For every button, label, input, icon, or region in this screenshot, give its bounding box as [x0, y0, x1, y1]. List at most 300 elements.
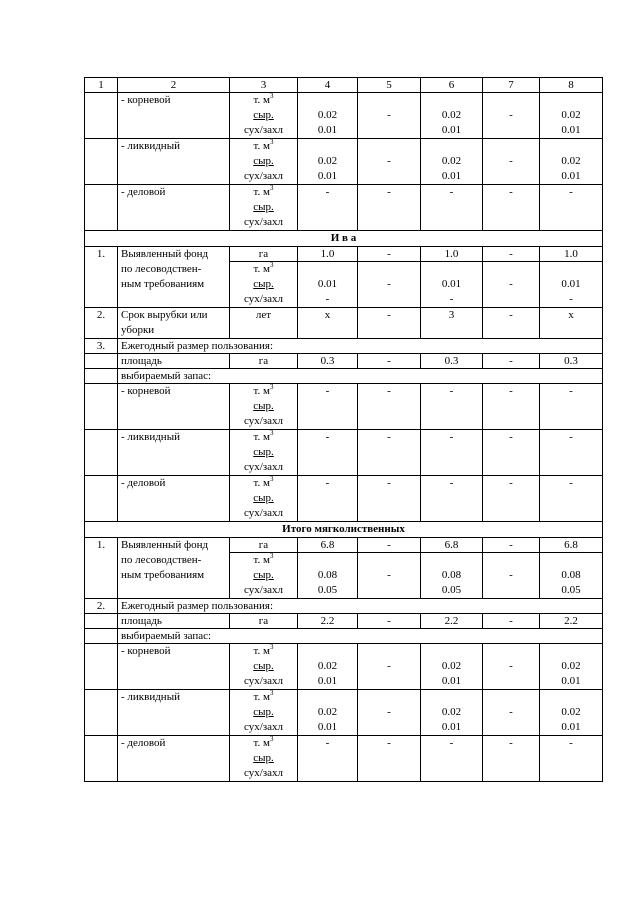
value-dash: - [509, 385, 513, 397]
value-cell [298, 553, 358, 599]
volume-row [85, 430, 603, 476]
value-cell: 1.0 [421, 247, 483, 262]
unit-volume-exp: 3 [269, 383, 274, 391]
value-cell: 1.0 [298, 247, 358, 262]
value-cell [483, 430, 540, 476]
value-raw: 0.02 [561, 155, 581, 167]
unit-raw: сыр. [253, 660, 274, 672]
data-row [85, 308, 603, 339]
value-cell: 6.8 [540, 538, 603, 553]
blank-line [486, 644, 536, 659]
value-cell [483, 185, 540, 231]
value-dash: - [325, 737, 330, 749]
value-cell: - [483, 538, 540, 553]
row-name-line: по лесоводствен- [121, 554, 202, 566]
value-cell [421, 553, 483, 599]
value-dry: - [569, 293, 573, 305]
row-number [85, 354, 118, 369]
value-dash: - [569, 186, 573, 198]
unit-cell [230, 430, 298, 476]
unit-cell [230, 139, 298, 185]
value-cell [483, 553, 540, 599]
value-dry: 0.01 [441, 721, 462, 733]
value-cell [421, 93, 483, 139]
value-dash: - [569, 737, 573, 749]
value-dash: - [509, 477, 513, 489]
header-cell: 1 [85, 78, 118, 93]
unit-volume-main: т. м [253, 140, 270, 152]
unit-volume [233, 139, 294, 154]
unit-cell: га [230, 247, 298, 262]
value-dash: - [509, 278, 513, 290]
value-cell [483, 644, 540, 690]
value-cell [298, 185, 358, 231]
value-dry: 0.05 [561, 584, 581, 596]
blank-line [361, 644, 417, 659]
value-cell [540, 553, 603, 599]
value-cell [358, 476, 421, 522]
section-title: И в а [85, 231, 603, 247]
unit-volume-main: т. м [253, 431, 270, 443]
unit-dry: сух/захл [243, 461, 283, 473]
value-cell: 6.8 [298, 538, 358, 553]
unit-dry: сух/захл [243, 293, 283, 305]
row-name-line: ным требованиям [121, 569, 205, 581]
value-dash: - [449, 186, 454, 198]
blank-line [361, 93, 417, 108]
unit-volume-main: т. м [253, 263, 270, 275]
blank-line [486, 553, 536, 568]
row-name: площадь [118, 354, 230, 369]
value-dash: - [387, 109, 391, 121]
unit-raw: сыр. [253, 278, 274, 290]
unit-volume-exp: 3 [269, 92, 274, 100]
value-dash: - [387, 569, 391, 581]
table-body [85, 78, 603, 782]
value-cell [358, 644, 421, 690]
value-dry: 0.01 [441, 124, 462, 136]
row-name-line: Выявленный фонд [121, 539, 209, 551]
value-dash: - [387, 660, 391, 672]
value-cell [540, 476, 603, 522]
unit-raw: сыр. [253, 492, 274, 504]
row-name: - корневой [118, 384, 230, 430]
value-dash: - [387, 155, 391, 167]
unit-cell: га [230, 538, 298, 553]
value-raw: 0.01 [561, 278, 581, 290]
value-dash: - [387, 737, 391, 749]
row-number [85, 476, 118, 522]
value-cell: - [358, 538, 421, 553]
header-cell: 2 [118, 78, 230, 93]
value-dash: - [509, 431, 513, 443]
row-number: 1. [85, 538, 118, 599]
value-dry: 0.01 [561, 721, 581, 733]
fund-row-area [85, 538, 603, 553]
unit-volume [233, 430, 294, 445]
row-number: 2. [85, 308, 118, 339]
value-cell: 2.2 [298, 614, 358, 629]
value-raw: 0.02 [561, 660, 581, 672]
span-row [85, 339, 603, 354]
value-cell [298, 93, 358, 139]
row-number [85, 629, 118, 644]
value-dash: - [509, 660, 513, 672]
value-cell: 0.3 [421, 354, 483, 369]
value-cell [540, 736, 603, 782]
volume-row [85, 93, 603, 139]
value-dash: - [325, 431, 330, 443]
section-row [85, 522, 603, 538]
unit-volume-exp: 3 [269, 184, 274, 192]
value-cell [540, 93, 603, 139]
unit-volume-exp: 3 [269, 643, 274, 651]
value-cell [358, 430, 421, 476]
value-raw: 0.01 [441, 278, 462, 290]
value-dash: - [509, 186, 513, 198]
value-raw: 0.02 [317, 660, 338, 672]
value-cell [298, 736, 358, 782]
row-name-line: ным требованиям [121, 278, 205, 290]
value-cell [540, 185, 603, 231]
row-name: - ликвидный [118, 430, 230, 476]
value-cell [298, 644, 358, 690]
value-cell: - [358, 354, 421, 369]
row-number [85, 185, 118, 231]
value-dash: - [387, 706, 391, 718]
value-dry: 0.01 [441, 170, 462, 182]
row-name: - корневой [118, 93, 230, 139]
row-name [118, 308, 230, 339]
value-raw: 0.08 [317, 569, 338, 581]
value-cell: 2.2 [421, 614, 483, 629]
value-dash: - [509, 706, 513, 718]
row-number [85, 736, 118, 782]
value-cell [540, 262, 603, 308]
value-dry: 0.01 [317, 721, 338, 733]
value-dash: - [509, 569, 513, 581]
value-cell [421, 430, 483, 476]
row-number [85, 384, 118, 430]
value-cell [483, 262, 540, 308]
value-cell [421, 476, 483, 522]
row-name: - ликвидный [118, 690, 230, 736]
value-cell [421, 185, 483, 231]
blank-line [424, 262, 479, 277]
row-name: - ликвидный [118, 139, 230, 185]
value-cell: x [298, 308, 358, 339]
value-cell: - [358, 614, 421, 629]
volume-row [85, 476, 603, 522]
blank-line [543, 93, 599, 108]
unit-raw: сыр. [253, 109, 274, 121]
value-cell: - [483, 308, 540, 339]
unit-volume [233, 644, 294, 659]
row-name-line: Выявленный фонд [121, 248, 209, 260]
unit-dry: сух/захл [243, 170, 283, 182]
unit-volume-exp: 3 [269, 552, 274, 560]
row-number [85, 690, 118, 736]
row-name: площадь [118, 614, 230, 629]
value-cell [421, 644, 483, 690]
blank-line [543, 690, 599, 705]
value-cell [421, 690, 483, 736]
unit-cell: га [230, 614, 298, 629]
value-dash: - [449, 431, 454, 443]
row-caption: выбираемый запас: [118, 629, 603, 644]
blank-line [424, 93, 479, 108]
value-raw: 0.02 [561, 109, 581, 121]
value-cell: x [540, 308, 603, 339]
unit-dry: сух/захл [243, 124, 283, 136]
value-dry: 0.01 [317, 170, 338, 182]
row-name: - корневой [118, 644, 230, 690]
value-dash: - [569, 431, 573, 443]
unit-volume [233, 476, 294, 491]
header-cell: 8 [540, 78, 603, 93]
value-dash: - [387, 385, 391, 397]
value-raw: 0.02 [317, 109, 338, 121]
unit-cell [230, 736, 298, 782]
value-cell [540, 644, 603, 690]
row-name-line: уборки [121, 324, 155, 336]
value-dry: 0.01 [317, 124, 338, 136]
value-dry: 0.01 [441, 675, 462, 687]
value-cell [540, 430, 603, 476]
value-dash: - [449, 737, 454, 749]
unit-cell [230, 185, 298, 231]
value-raw: 0.02 [441, 706, 462, 718]
value-cell: 2.2 [540, 614, 603, 629]
unit-dry: сух/захл [243, 767, 283, 779]
blank-line [486, 690, 536, 705]
value-cell [298, 262, 358, 308]
value-dry: 0.05 [317, 584, 338, 596]
span-row [85, 629, 603, 644]
value-cell [540, 384, 603, 430]
value-dry: 0.01 [561, 170, 581, 182]
value-raw: 0.02 [317, 706, 338, 718]
row-number [85, 93, 118, 139]
unit-cell: га [230, 354, 298, 369]
value-dry: - [449, 293, 454, 305]
row-number [85, 614, 118, 629]
value-dry: - [325, 293, 330, 305]
value-dash: - [325, 385, 330, 397]
unit-raw: сыр. [253, 446, 274, 458]
value-cell [358, 139, 421, 185]
header-cell: 3 [230, 78, 298, 93]
value-cell [298, 139, 358, 185]
header-row [85, 78, 603, 93]
value-dash: - [325, 477, 330, 489]
value-cell [483, 690, 540, 736]
data-row [85, 354, 603, 369]
section-title: Итого мягколиственных [85, 522, 603, 538]
value-cell: - [358, 247, 421, 262]
unit-volume [233, 262, 294, 277]
value-cell: - [483, 614, 540, 629]
unit-dry: сух/захл [243, 507, 283, 519]
unit-cell: лет [230, 308, 298, 339]
row-name: - деловой [118, 736, 230, 782]
unit-volume-main: т. м [253, 691, 270, 703]
span-row [85, 369, 603, 384]
unit-volume-main: т. м [253, 477, 270, 489]
blank-line [301, 553, 354, 568]
unit-cell [230, 553, 298, 599]
blank-line [361, 690, 417, 705]
unit-cell [230, 93, 298, 139]
unit-volume [233, 185, 294, 200]
unit-volume-exp: 3 [269, 735, 274, 743]
value-cell [298, 690, 358, 736]
value-cell: - [483, 247, 540, 262]
value-cell: 0.3 [540, 354, 603, 369]
blank-line [486, 93, 536, 108]
unit-volume-exp: 3 [269, 475, 274, 483]
value-dry: 0.01 [561, 675, 581, 687]
unit-volume [233, 553, 294, 568]
value-dash: - [325, 186, 330, 198]
value-dry: 0.01 [561, 124, 581, 136]
row-number [85, 139, 118, 185]
blank-line [543, 262, 599, 277]
fund-row-area [85, 247, 603, 262]
value-cell [421, 736, 483, 782]
data-row [85, 614, 603, 629]
volume-row [85, 139, 603, 185]
header-cell: 5 [358, 78, 421, 93]
value-cell: 3 [421, 308, 483, 339]
value-dash: - [449, 385, 454, 397]
value-raw: 0.01 [317, 278, 338, 290]
forest-use-table [84, 77, 603, 782]
unit-dry: сух/захл [243, 675, 283, 687]
value-cell [358, 93, 421, 139]
blank-line [424, 139, 479, 154]
volume-row [85, 644, 603, 690]
value-dash: - [509, 155, 513, 167]
value-cell [483, 139, 540, 185]
header-cell: 6 [421, 78, 483, 93]
volume-row [85, 690, 603, 736]
value-cell [298, 384, 358, 430]
blank-line [486, 139, 536, 154]
row-number [85, 369, 118, 384]
unit-raw: сыр. [253, 569, 274, 581]
value-dash: - [509, 737, 513, 749]
value-dash: - [569, 477, 573, 489]
value-cell: 0.3 [298, 354, 358, 369]
value-cell [483, 476, 540, 522]
row-name [118, 538, 230, 599]
unit-volume-main: т. м [253, 94, 270, 106]
unit-volume [233, 93, 294, 108]
unit-cell [230, 644, 298, 690]
value-cell [358, 736, 421, 782]
unit-raw: сыр. [253, 155, 274, 167]
value-dash: - [387, 477, 391, 489]
value-raw: 0.02 [317, 155, 338, 167]
unit-volume-main: т. м [253, 737, 270, 749]
unit-cell [230, 476, 298, 522]
row-name: - деловой [118, 185, 230, 231]
value-cell: - [483, 354, 540, 369]
blank-line [301, 644, 354, 659]
row-name-line: по лесоводствен- [121, 263, 202, 275]
unit-dry: сух/захл [243, 584, 283, 596]
value-raw: 0.08 [561, 569, 581, 581]
value-raw: 0.02 [441, 660, 462, 672]
value-cell [358, 262, 421, 308]
unit-cell [230, 384, 298, 430]
blank-line [424, 690, 479, 705]
value-raw: 0.02 [561, 706, 581, 718]
row-number [85, 644, 118, 690]
unit-volume-exp: 3 [269, 689, 274, 697]
blank-line [424, 553, 479, 568]
value-dash: - [569, 385, 573, 397]
value-cell [540, 139, 603, 185]
row-number: 1. [85, 247, 118, 308]
value-cell [483, 93, 540, 139]
unit-volume-main: т. м [253, 186, 270, 198]
value-dry: 0.05 [441, 584, 462, 596]
value-cell: - [358, 308, 421, 339]
blank-line [361, 139, 417, 154]
unit-volume-exp: 3 [269, 429, 274, 437]
row-caption: Ежегодный размер пользования: [118, 339, 603, 354]
value-dash: - [509, 109, 513, 121]
unit-volume-exp: 3 [269, 138, 274, 146]
unit-volume-main: т. м [253, 645, 270, 657]
value-cell [540, 690, 603, 736]
value-cell [421, 384, 483, 430]
value-dash: - [387, 278, 391, 290]
blank-line [301, 93, 354, 108]
value-cell [358, 185, 421, 231]
value-raw: 0.02 [441, 155, 462, 167]
row-caption: Ежегодный размер пользования: [118, 599, 603, 614]
value-cell [298, 476, 358, 522]
unit-volume-exp: 3 [269, 261, 274, 269]
blank-line [543, 553, 599, 568]
value-cell [421, 139, 483, 185]
blank-line [424, 644, 479, 659]
blank-line [361, 262, 417, 277]
value-cell [483, 384, 540, 430]
value-cell [358, 690, 421, 736]
volume-row [85, 736, 603, 782]
volume-row [85, 185, 603, 231]
blank-line [543, 644, 599, 659]
blank-line [301, 262, 354, 277]
value-cell [358, 553, 421, 599]
unit-volume [233, 384, 294, 399]
value-cell: 6.8 [421, 538, 483, 553]
blank-line [486, 262, 536, 277]
unit-dry: сух/захл [243, 721, 283, 733]
row-name [118, 247, 230, 308]
span-row [85, 599, 603, 614]
unit-raw: сыр. [253, 752, 274, 764]
section-row [85, 231, 603, 247]
unit-raw: сыр. [253, 706, 274, 718]
row-name-line: Срок вырубки или [121, 309, 208, 321]
value-dash: - [387, 186, 391, 198]
unit-volume [233, 690, 294, 705]
